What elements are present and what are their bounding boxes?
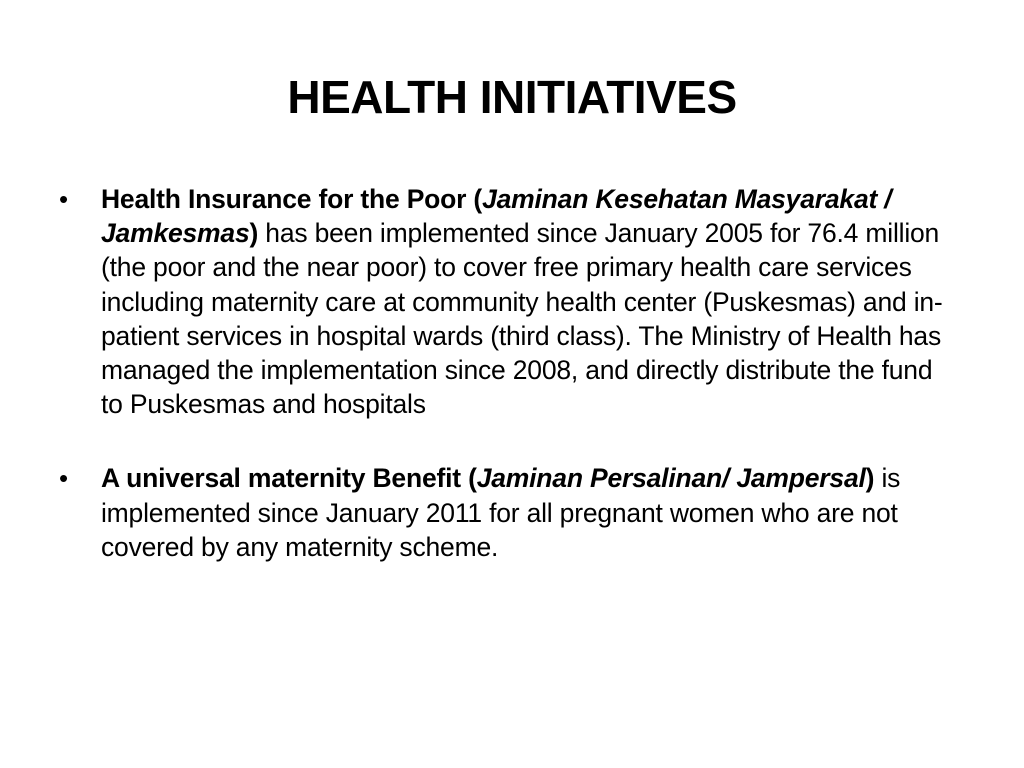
bullet-term: Jaminan Kesehatan Masyarakat / Jamkesmas — [101, 184, 892, 249]
bullet-item-jamkesmas — [59, 182, 959, 421]
bullet-text: is implemented since January 2011 for all pregnant women who are not covered by any maternity scheme. — [101, 463, 901, 562]
bullet-text: has been implemented since January 2005 for 76.4 million (the poor and the near poor) to cover free primary health care services including maternity care at community health center (Puskesmas) and in-patient services in hospital wards (third class). The Ministry of Health has managed the implementation since 2008, and directly distribute the fund to Puskesmas and hospitals — [101, 218, 943, 420]
bullet-item-jampersal — [59, 461, 959, 564]
bullet-close: ) — [865, 463, 875, 494]
bullet-list — [59, 182, 959, 564]
bullet-close: ) — [249, 218, 259, 249]
bullet-lead: A universal maternity Benefit ( — [101, 463, 477, 494]
slide-title: HEALTH INITIATIVES — [287, 71, 737, 123]
bullet-term: Jaminan Persalinan/ Jampersal — [476, 463, 866, 494]
bullet-icon: • — [59, 184, 68, 214]
bullet-lead: Health Insurance for the Poor ( — [101, 184, 483, 214]
bullet-icon: • — [59, 463, 68, 494]
